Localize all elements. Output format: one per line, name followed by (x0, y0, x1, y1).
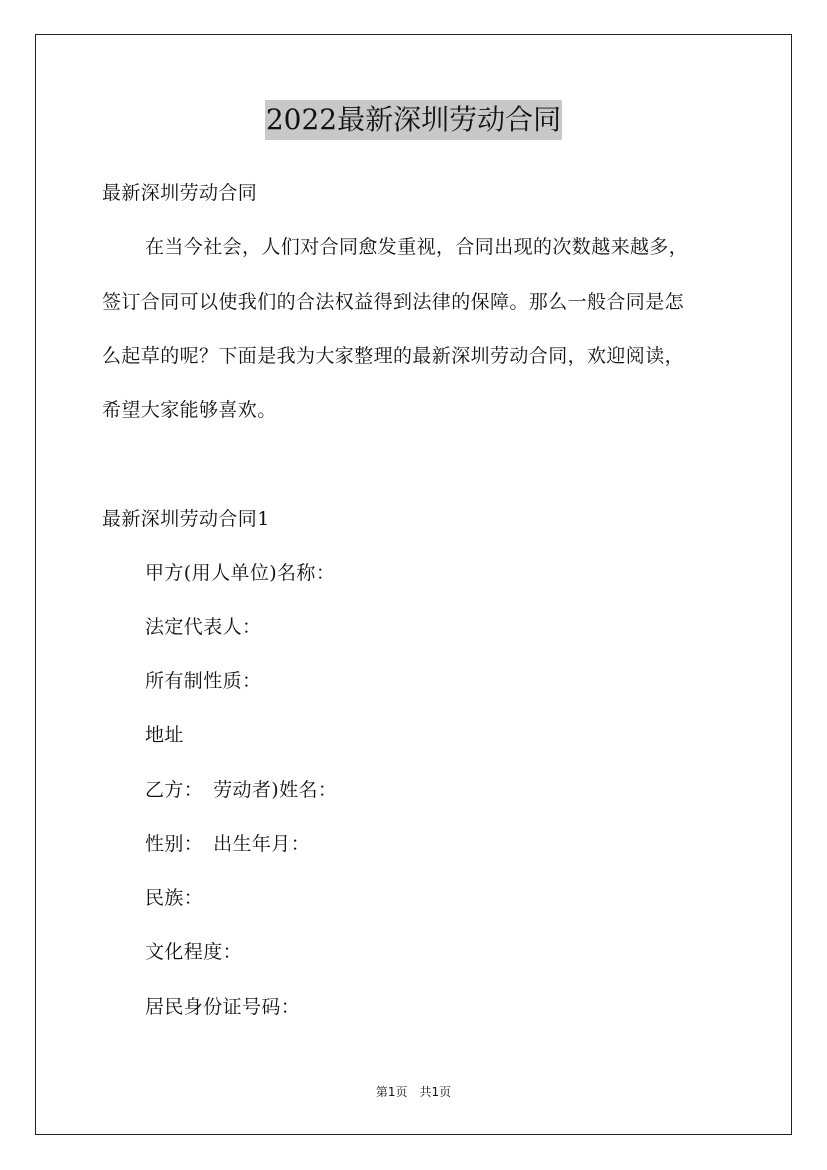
field-legal-representative: 法定代表人： (145, 616, 262, 638)
field-education: 文化程度： (145, 941, 243, 963)
intro-line: 么起草的呢？下面是我为大家整理的最新深圳劳动合同，欢迎阅读， (102, 345, 685, 367)
intro-line: 签订合同可以使我们的合法权益得到法律的保障。那么一般合同是怎 (102, 291, 685, 313)
field-id-number: 居民身份证号码： (145, 996, 301, 1018)
document-subtitle: 最新深圳劳动合同 (102, 182, 258, 204)
section-heading: 最新深圳劳动合同1 (102, 508, 270, 530)
intro-line: 希望大家能够喜欢。 (102, 399, 277, 421)
field-ethnicity: 民族： (145, 887, 204, 909)
page-number: 第1页 共1页 (375, 1085, 452, 1099)
title-container (0, 100, 827, 140)
field-employee-name: 乙方： 劳动者)姓名： (145, 779, 338, 801)
document-title: 2022最新深圳劳动合同 (265, 100, 562, 140)
field-employer-name: 甲方(用人单位)名称： (145, 562, 336, 584)
field-ownership-type: 所有制性质： (145, 670, 262, 692)
field-address: 地址 (145, 724, 184, 746)
intro-line: 在当今社会，人们对合同愈发重视，合同出现的次数越来越多， (145, 236, 689, 258)
field-gender-birth: 性别： 出生年月： (145, 833, 311, 855)
